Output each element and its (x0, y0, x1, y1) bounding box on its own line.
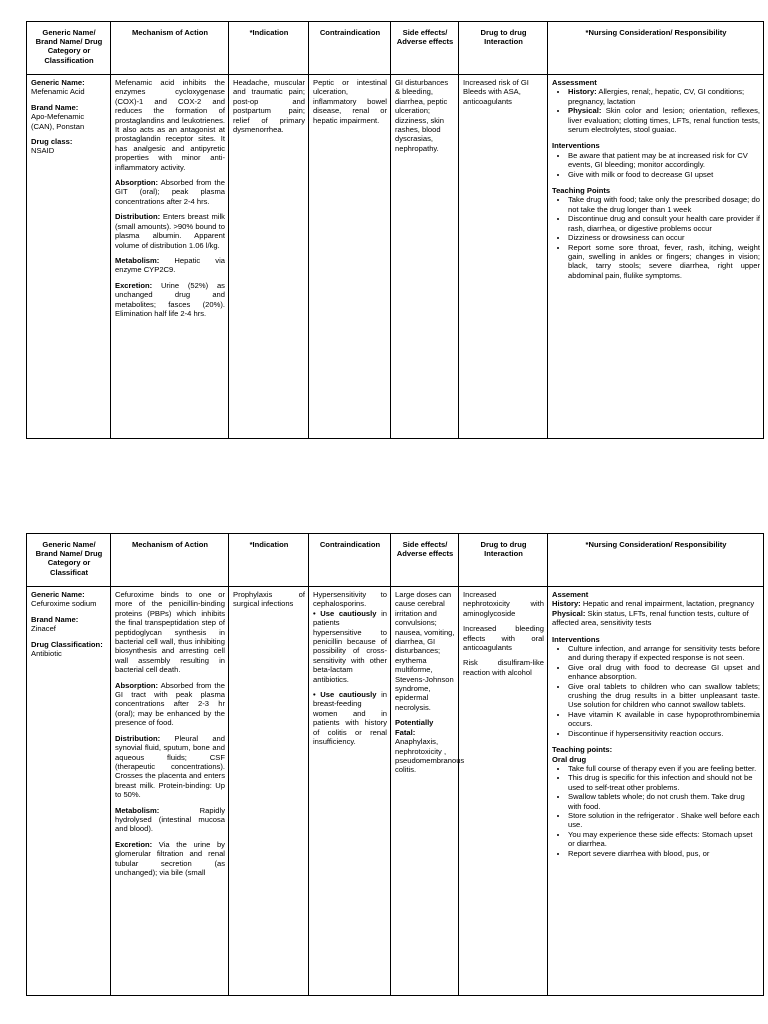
absorption-text (115, 681, 225, 728)
fatal-value: Anaphylaxis, nephrotoxicity , pseudomembranous colitis. (395, 737, 465, 775)
physical-value: Skin status, LFTs, renal function tests, culture of affected area, sensitivity tests (552, 608, 749, 628)
list-item: • Swallow tablets whole; do not crush them. Take drug with food. (568, 792, 760, 811)
mechanism-cell (111, 587, 229, 996)
assessment-list (552, 87, 760, 134)
assessment-title: Assessment (552, 78, 597, 87)
distribution-value: Enters breast milk (small amounts). >90% bound to plasma albumin. Apparent volume of distribution 1.06 l/kg. (115, 212, 225, 250)
metabolism-value: Rapidly hydrolysed (intestinal mucosa and blood). (115, 805, 225, 834)
distribution-text (115, 734, 225, 800)
mechanism-text: Cefuroxime binds to one or more of the penicillin-binding proteins (PBPs) which inhibits the final transpeptidation step of peptidoglycan synthesis in bacterial cell wall, thus inhibiting biosynthesis and arresting cell wall assembly resulting in bacterial cell death. (115, 590, 225, 675)
header-contraindication: Contraindication (309, 22, 391, 75)
physical-item (568, 106, 760, 134)
class-label: Drug class: (31, 137, 73, 147)
caution-text: in breast-feeding women and in patients with history of colitis or renal insufficiency. (313, 690, 387, 747)
list-item: • Store solution in the refrigerator . Shake well before each use. (568, 811, 760, 830)
nursing-cell (548, 587, 764, 996)
list-item: • Discontinue drug and consult your health care provider if rash, diarrhea, or digestive problems occur (568, 214, 760, 233)
header-row (27, 22, 764, 75)
caution-text: in patients hypersensitive to penicillin because of possibility of cross-sensitivity with other beta-lactam antibiotics. (313, 608, 387, 684)
excretion-text (115, 840, 225, 878)
side-effects-cell: GI disturbances & bleeding, diarrhea, peptic ulceration; dizziness, skin rashes, blood dyscrasias, nephropathy. (391, 75, 459, 439)
side-effects-text: Large doses can cause cerebral irritation and convulsions; nausea, vomiting, diarrhea, GI disturbances; erythema multiforme, Stevens-Johnson syndrome, epidermal necrolysis. (395, 590, 455, 712)
interaction-1: Increased nephrotoxicity with aminoglycoside (463, 590, 544, 618)
metabolism-text (115, 256, 225, 275)
brand-label: Brand Name: (31, 614, 79, 624)
excretion-label: Excretion: (115, 839, 153, 849)
history-text (552, 599, 760, 608)
metabolism-label: Metabolism: (115, 805, 160, 815)
list-item: • Have vitamin K available in case hypoprothrombinemia occurs. (568, 710, 760, 729)
nursing-cell (548, 75, 764, 439)
history-value: Allergies, renal;, hepatic, CV, GI conditions; pregnancy, lactation (568, 87, 745, 106)
interaction-cell: Increased risk of GI Bleeds with ASA, anticoagulants (459, 75, 548, 439)
teaching-title: Teaching Points (552, 186, 611, 196)
absorption-value: Absorbed from the GIT (oral); peak plasma concentrations after 2-4 hrs. (115, 178, 225, 206)
drug-row (27, 75, 764, 439)
list-item: • Be aware that patient may be at increased risk for CV events, GI bleeding; monitor accordingly. (568, 151, 760, 170)
header-generic: Generic Name/ Brand Name/ Drug Category or Classificat (27, 534, 111, 587)
metabolism-label: Metabolism: (115, 255, 160, 265)
generic-value: Cefuroxime sodium (31, 599, 97, 609)
distribution-label: Distribution: (115, 733, 161, 743)
header-mechanism: Mechanism of Action (111, 22, 229, 75)
header-generic: Generic Name/ Brand Name/ Drug Category or Classification (27, 22, 111, 75)
list-item: • Give oral drug with food to decrease GI upset and enhance absorption. (568, 663, 760, 682)
drug-table-cefuroxime (26, 533, 764, 996)
contraindication-cell (309, 587, 391, 996)
generic-cell (27, 587, 111, 996)
interventions-title: Interventions (552, 634, 600, 644)
contraindication-cell: Peptic or intestinal ulceration, inflammatory bowel disease, renal or hepatic impairment. (309, 75, 391, 439)
header-indication: *Indication (229, 534, 309, 587)
list-item: • Discontinue if hypersensitivity reaction occurs. (568, 729, 760, 738)
history-value: Hepatic and renal impairment, lactation, pregnancy (582, 599, 755, 609)
brand-value: Zinacef (31, 624, 56, 634)
indication-cell: Headache, muscular and traumatic pain; post-op and postpartum pain; relief of primary dysmenorrhea. (229, 75, 309, 439)
class-label: Drug Classification: (31, 639, 103, 649)
contraindication-1: Hypersensitivity to cephalosporins. (313, 590, 387, 609)
list-item: • Take drug with food; take only the prescribed dosage; do not take the drug longer than 1 week (568, 195, 760, 214)
indication-cell: Prophylaxis of surgical infections (229, 587, 309, 996)
interventions-title: Interventions (552, 141, 600, 151)
distribution-label: Distribution: (115, 212, 161, 222)
history-item (568, 87, 760, 106)
contraindication-3 (313, 690, 387, 746)
excretion-text (115, 281, 225, 319)
header-side-effects: Side effects/ Adverse effects (391, 22, 459, 75)
list-item: • Dizziness or drowsiness can occur (568, 233, 760, 242)
physical-value: Skin color and lesion; orientation, reflexes, liver evaluation; clotting times, LFTs, renal function tests, serum electrolytes, stool guaiac. (568, 106, 760, 135)
list-item: • Culture infection, and arrange for sensitivity tests before and during therapy if expected response is not seen. (568, 644, 760, 663)
interaction-2: Increased bleeding effects with oral anticoagulants (463, 624, 544, 653)
generic-label: Generic Name: (31, 78, 85, 87)
history-label: History: (568, 87, 597, 97)
absorption-text (115, 178, 225, 206)
header-interaction: Drug to drug Interaction (459, 534, 548, 587)
assessment-title: Assement (552, 590, 589, 599)
list-item: • This drug is specific for this infection and should not be used to self-treat other problems. (568, 773, 760, 792)
list-item: • Report some sore throat, fever, rash, itching, weight gain, swelling in ankles or fingers; changes in vision; black, tarry stools; severe diarrhea, right upper abdominal pain, flulike symptoms. (568, 243, 760, 281)
list-item: • Report severe diarrhea with blood, pus, or (568, 849, 760, 858)
interaction-cell (459, 587, 548, 996)
excretion-value: Urine (52%) as unchanged drug and metabolites; fasces (20%). Elimination half life 2-4 hrs. (115, 280, 225, 318)
generic-value: Mefenamic Acid (31, 87, 85, 97)
fatal-text (395, 718, 465, 775)
excretion-label: Excretion: (115, 280, 153, 290)
oral-drug-title: Oral drug (552, 754, 587, 764)
physical-label: Physical: (552, 608, 586, 618)
metabolism-text (115, 806, 225, 834)
absorption-value: Absorbed from the GI tract with peak plasma concentrations after 2-3 hr (oral); may be enhanced by the presence of food. (115, 680, 225, 728)
list-item: • Take full course of therapy even if you are feeling better. (568, 764, 760, 773)
interaction-3: Risk disulfiram-like reaction with alcohol (463, 658, 544, 677)
interventions-list (552, 151, 760, 179)
list-item: • Give oral tablets to children who can swallow tablets; crushing the drug results in a bitter unpleasant taste. Use solution for children who cannot swallow tablets. (568, 682, 760, 710)
generic-cell (27, 75, 111, 439)
physical-text (552, 609, 760, 628)
mechanism-cell (111, 75, 229, 439)
mechanism-text: Mefenamic acid inhibits the enzymes cycloxygenase (COX)-1 and COX-2 and reduces the formation of prostaglandins and leukotrienes. It also acts as an antagonist at prostaglandin receptor sites. It has analgesic and antipyretic properties with minor anti-inflammatory activity. (115, 78, 225, 172)
header-contraindication: Contraindication (309, 534, 391, 587)
absorption-label: Absorption: (115, 178, 159, 188)
header-mechanism: Mechanism of Action (111, 534, 229, 587)
header-row (27, 534, 764, 587)
brand-value: Apo-Mefenamic (CAN), Ponstan (31, 112, 85, 131)
contraindication-2 (313, 609, 387, 684)
drug-table-mefenamic (26, 21, 764, 439)
header-nursing: *Nursing Consideration/ Responsibility (548, 22, 764, 75)
list-item: • Give with milk or food to decrease GI upset (568, 170, 760, 179)
header-nursing: *Nursing Consideration/ Responsibility (548, 534, 764, 587)
brand-label: Brand Name: (31, 102, 79, 112)
teaching-list (552, 764, 760, 858)
distribution-value: Pleural and synovial fluid, sputum, bone and aqueous fluids; CSF (therapeutic concentrations). Crosses the placenta and enters breast milk. Protein-binding: Up to 50%. (115, 733, 225, 800)
distribution-text (115, 212, 225, 250)
excretion-value: Via the urine by glomerular filtration and renal tubular secretion (as unchanged); via bile (small (115, 839, 225, 877)
drug-row (27, 587, 764, 996)
physical-label: Physical: (568, 106, 602, 116)
class-value: Antibiotic (31, 649, 62, 659)
history-label: History: (552, 599, 581, 609)
header-side-effects: Side effects/ Adverse effects (391, 534, 459, 587)
caution-label: • Use cautiously (313, 690, 377, 700)
teaching-list (552, 195, 760, 280)
class-value: NSAID (31, 146, 55, 156)
metabolism-value: Hepatic via enzyme CYP2C9. (115, 255, 225, 275)
header-indication: *Indication (229, 22, 309, 75)
generic-label: Generic Name: (31, 590, 85, 599)
fatal-label: Potentially Fatal: (395, 718, 434, 737)
absorption-label: Absorption: (115, 680, 159, 690)
teaching-title: Teaching points: (552, 745, 613, 755)
header-interaction: Drug to drug Interaction (459, 22, 548, 75)
interventions-list (552, 644, 760, 738)
side-effects-cell (391, 587, 465, 996)
list-item: • You may experience these side effects: Stomach upset or diarrhea. (568, 830, 760, 849)
caution-label: • Use cautiously (313, 608, 377, 618)
